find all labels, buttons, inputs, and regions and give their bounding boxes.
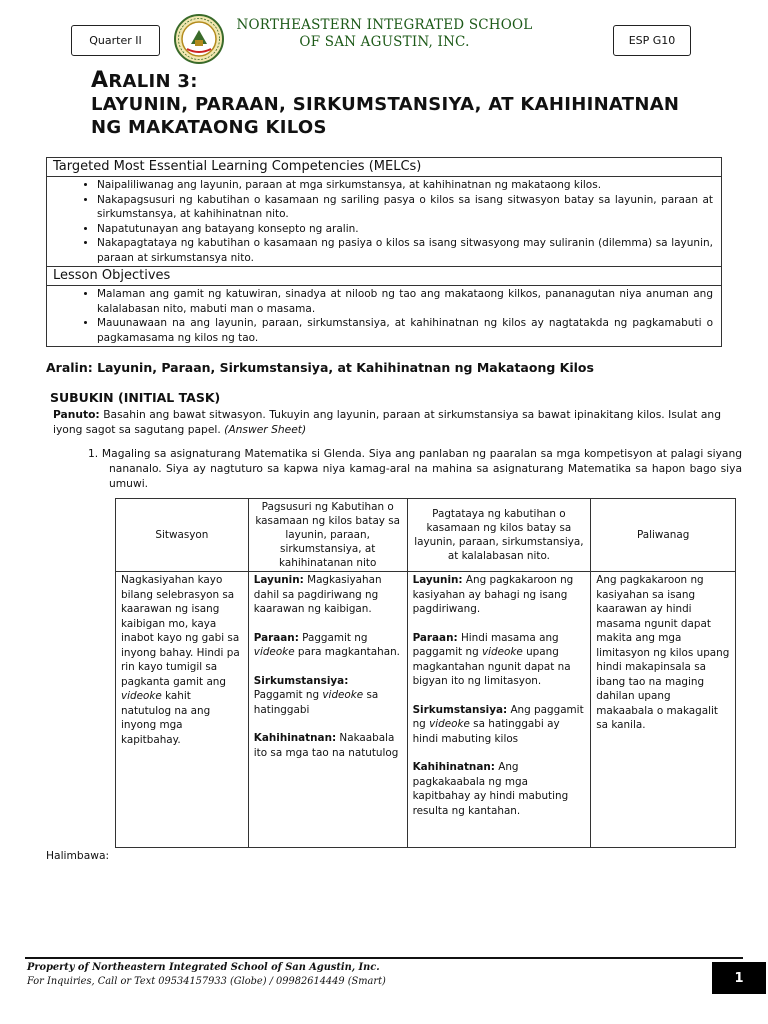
pagtataya-paraan-em: videoke bbox=[481, 646, 523, 658]
panuto-note: (Answer Sheet) bbox=[224, 423, 307, 436]
label-paraan: Paraan: bbox=[253, 631, 299, 644]
sitwasyon-text-a: Nagkasiyahan kayo bilang selebrasyon sa kaarawan ng isang kaibigan mo, kaya inabot kayo ng gabi sa inyong bahay. Hindi pa rin kayo tumigil sa pagkanta gamit ang bbox=[121, 574, 240, 688]
list-item: • Nakapagsusuri ng kabutihan o kasamaan ng sariling pasya o kilos sa isang sitwasyon batay sa layunin, paraan at sirkumstansya, at kahihinatnan nito. bbox=[97, 193, 713, 222]
pagtataya-sirk-text-b: sa hatinggabi ay hindi mabuting kilos bbox=[412, 718, 560, 745]
page-number-badge bbox=[712, 962, 766, 994]
lesson-number-initial: A bbox=[91, 68, 109, 93]
paliwanag-cell: Ang pagkakaroon ng kasiyahan sa isang kaarawan ay hindi masama ngunit dapat makita ang mga limitasyon ng kilos upang hindi makapinsala sa ibang tao na maging dahilan upang makaabala o makagalit sa kanila. bbox=[591, 572, 736, 848]
sitwasyon-cell bbox=[116, 572, 249, 848]
footer-divider bbox=[25, 957, 743, 959]
lesson-title-line1: LAYUNIN, PARAAN, SIRKUMSTANSIYA, AT KAHIHINATNAN bbox=[91, 94, 680, 115]
quarter-badge bbox=[71, 25, 160, 56]
column-header-pagtataya: Pagtataya ng kabutihan o kasamaan ng kilos batay sa layunin, paraan, sirkumstansiya, at kalalabasan nito. bbox=[407, 499, 591, 572]
melc-list bbox=[47, 177, 721, 266]
pagsusuri-kahi-text: Nakaabala ito sa mga tao na natutulog bbox=[253, 732, 399, 759]
sitwasyon-text-em: videoke bbox=[121, 690, 162, 702]
pagtataya-paraan-text-b: upang magkantahan ngunit dapat na bigyan ito ng limitasyon. bbox=[412, 646, 571, 687]
footer-property: Property of Northeastern Integrated School of San Agustin, Inc. bbox=[27, 962, 380, 973]
pagtataya-sirk-text-a: Ang paggamit ng bbox=[412, 703, 584, 730]
melc-list-cell bbox=[47, 177, 722, 267]
lesson-title bbox=[91, 69, 751, 139]
label-layunin: Layunin: bbox=[253, 574, 304, 586]
pagsusuri-paraan-text-a: Paggamit ng bbox=[298, 631, 368, 644]
pagsusuri-sirk-text-b: sa hatinggabi bbox=[253, 689, 379, 716]
pagsusuri-layunin-text: Magkasiyahan dahil sa pagdiriwang ng kaarawan ng kaibigan. bbox=[253, 574, 382, 615]
label-kahihinatnan: Kahihinatnan: bbox=[253, 732, 337, 744]
quarter-label: Quarter II bbox=[89, 34, 142, 47]
label-sirkumstansiya: Sirkumstansiya: bbox=[253, 674, 349, 687]
lesson-number bbox=[91, 69, 751, 93]
pagsusuri-sirkumstansiya bbox=[254, 674, 402, 718]
list-item: • Naipaliliwanag ang layunin, paraan at mga sirkumstansya, at kahihinatnan ng makataong kilos. bbox=[97, 178, 713, 193]
label-sirkumstansiya: Sirkumstansiya: bbox=[412, 703, 508, 716]
objectives-heading: Lesson Objectives bbox=[47, 267, 722, 286]
label-layunin: Layunin: bbox=[412, 574, 463, 586]
column-header-pagsusuri: Pagsusuri ng Kabutihan o kasamaan ng kilos batay sa layunin, paraan, sirkumstansiya, at kahihinatanan nito bbox=[248, 499, 407, 572]
pagsusuri-layunin bbox=[254, 573, 402, 617]
list-item: • Malaman ang gamit ng katuwiran, sinadya at niloob ng tao ang makataong kilkos, pananagutan niya anuman ang kalalabasan nito, mabuti man o masama. bbox=[97, 287, 713, 316]
lesson-number-rest: RALIN 3: bbox=[108, 71, 198, 92]
column-header-sitwasyon: Sitwasyon bbox=[116, 499, 249, 572]
label-paraan: Paraan: bbox=[412, 631, 458, 644]
pagsusuri-sirk-em: videoke bbox=[322, 689, 364, 701]
panuto-text: Basahin ang bawat sitwasyon. Tukuyin ang layunin, paraan at sirkumstansiya sa bawat ipinakitang kilos. Isulat ang iyong sagot sa sagutang papel. bbox=[53, 408, 721, 436]
school-name bbox=[226, 17, 543, 51]
pagtataya-kahihinatnan bbox=[413, 760, 586, 818]
pagtataya-paraan bbox=[413, 631, 586, 689]
aralin-heading: Aralin: Layunin, Paraan, Sirkumstansiya, at Kahihinatnan ng Makataong Kilos bbox=[46, 360, 594, 375]
school-seal-icon bbox=[173, 13, 225, 65]
pagsusuri-paraan bbox=[254, 631, 402, 660]
situation-table bbox=[115, 498, 736, 848]
pagsusuri-paraan-text-b: para magkantahan. bbox=[294, 646, 400, 658]
pagtataya-sirkumstansiya bbox=[413, 703, 586, 747]
list-item: • Napatutunayan ang batayang konsepto ng aralin. bbox=[97, 222, 713, 237]
subukin-heading: SUBUKIN (INITIAL TASK) bbox=[50, 390, 221, 405]
pagsusuri-kahihinatnan bbox=[254, 731, 402, 760]
pagtataya-layunin bbox=[413, 573, 586, 617]
label-kahihinatnan: Kahihinatnan: bbox=[412, 761, 495, 773]
pagtataya-sirk-em: videoke bbox=[429, 718, 470, 730]
objectives-list-cell bbox=[47, 286, 722, 347]
situation-item-1: 1. Magaling sa asignaturang Matematika si Glenda. Siya ang panlaban ng paaralan sa mga kompetisyon at palagi siyang nananalo. Siya ay nagtuturo sa kapwa niya kamag-aral na mahina sa asignaturang Matematika sa hapon bago siya umuwi. bbox=[88, 447, 742, 490]
panuto-paragraph bbox=[53, 407, 721, 437]
column-header-paliwanag: Paliwanag bbox=[591, 499, 736, 572]
list-item: • Nakapagtataya ng kabutihan o kasamaan ng pasiya o kilos sa isang sitwasyong may suliranin (dilemma) sa layunin, paraan at sirkumstansya nito. bbox=[97, 236, 713, 265]
footer-contact: For Inquiries, Call or Text 09534157933 (Globe) / 09982614449 (Smart) bbox=[27, 976, 386, 987]
pagtataya-paraan-text-a: Hindi masama ang paggamit ng bbox=[412, 631, 559, 658]
melc-heading: Targeted Most Essential Learning Competencies (MELCs) bbox=[47, 158, 722, 177]
lesson-title-line2: NG MAKATAONG KILOS bbox=[91, 117, 327, 138]
melc-table bbox=[46, 157, 722, 347]
school-name-line2: OF SAN AGUSTIN, INC. bbox=[299, 34, 470, 50]
panuto-label: Panuto: bbox=[53, 408, 100, 421]
pagsusuri-cell bbox=[248, 572, 407, 848]
objectives-list bbox=[47, 286, 721, 346]
list-item: • Mauunawaan na ang layunin, paraan, sirkumstansiya, at kahihinatnan ng kilos ay nagtatakda ng pagkamabuti o pagkamasama ng kilos ng tao. bbox=[97, 316, 713, 345]
pagsusuri-paraan-em: videoke bbox=[253, 646, 295, 658]
pagsusuri-sirk-text-a: Paggamit ng bbox=[253, 689, 323, 701]
pagtataya-layunin-text: Ang pagkakaroon ng kasiyahan ay bahagi ng isang pagdiriwang. bbox=[412, 574, 574, 615]
halimbawa-label: Halimbawa: bbox=[46, 849, 110, 862]
school-name-line1: NORTHEASTERN INTEGRATED SCHOOL bbox=[236, 17, 533, 33]
subject-badge bbox=[613, 25, 691, 56]
page-number: 1 bbox=[734, 970, 744, 986]
sitwasyon-text-b: kahit natutulog na ang inyong mga kapitbahay. bbox=[121, 690, 211, 746]
pagtataya-cell bbox=[407, 572, 591, 848]
subject-label: ESP G10 bbox=[628, 34, 676, 47]
pagtataya-kahi-text: Ang pagkakaabala ng mga kapitbahay ay hindi mabuting resulta ng kantahan. bbox=[412, 761, 569, 817]
